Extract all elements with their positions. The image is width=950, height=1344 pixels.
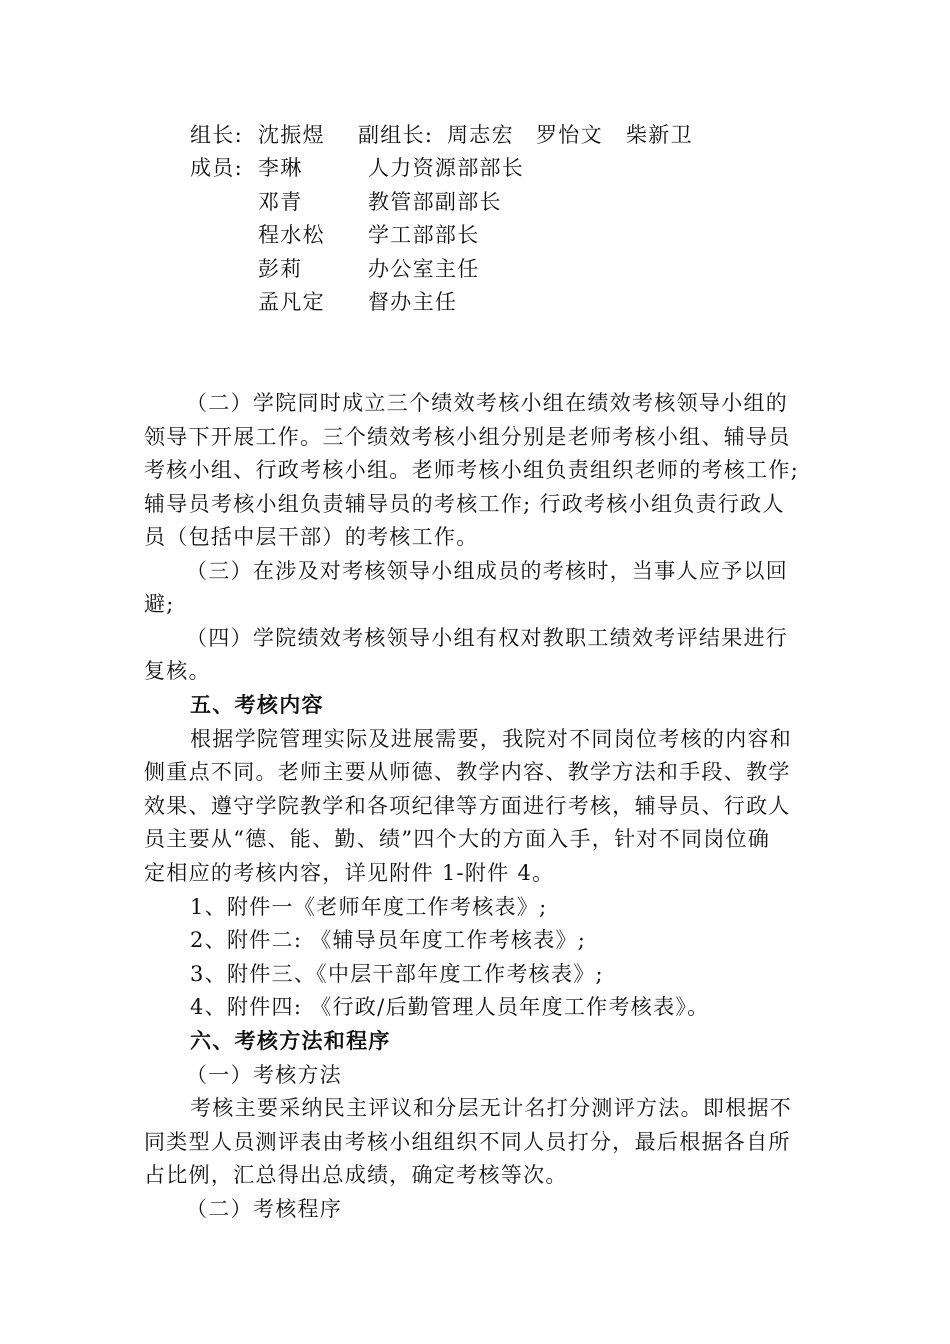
- paragraph-line: 根据学院管理实际及进展需要，我院对不同岗位考核的内容和: [190, 727, 793, 751]
- paragraph-line: 同类型人员测评表由考核小组组织不同人员打分，最后根据各自所: [144, 1130, 791, 1154]
- deputy-name: 罗怡文: [536, 123, 603, 147]
- paragraph-line: 定相应的考核内容，详见附件 1-附件 4。: [144, 861, 555, 885]
- subsection-heading: （二）考核程序: [186, 1197, 343, 1221]
- paragraph-line: 效果、遵守学院教学和各项纪律等方面进行考核，辅导员、行政人: [144, 794, 791, 818]
- member-title: 教管部副部长: [368, 190, 502, 214]
- attachment-item: 1、附件一《老师年度工作考核表》;: [190, 895, 548, 919]
- attachment-item: 3、附件三、《中层干部年度工作考核表》;: [190, 962, 604, 986]
- leader-name: 沈振煜: [258, 123, 325, 147]
- paragraph-line: 领导下开展工作。三个绩效考核小组分别是老师考核小组、辅导员: [144, 425, 791, 449]
- paragraph-line: 侧重点不同。老师主要从师德、教学内容、教学方法和手段、教学: [144, 760, 791, 784]
- members-label: 成员:: [190, 156, 243, 180]
- paragraph-line: （三）在涉及对考核领导小组成员的考核时，当事人应予以回: [186, 559, 789, 583]
- paragraph-line: 员主要从“德、能、勤、绩”四个大的方面入手，针对不同岗位确: [144, 827, 771, 851]
- deputy-name: 柴新卫: [626, 123, 693, 147]
- leader-label: 组长:: [190, 123, 243, 147]
- attachment-item: 2、附件二: 《辅导员年度工作考核表》;: [190, 928, 587, 952]
- paragraph-line: 考核小组、行政考核小组。老师考核小组负责组织老师的考核工作;: [144, 458, 800, 482]
- member-title: 人力资源部部长: [368, 156, 525, 180]
- subsection-heading: （一）考核方法: [186, 1063, 343, 1087]
- paragraph-line: （四）学院绩效考核领导小组有权对教职工绩效考评结果进行: [186, 626, 789, 650]
- paragraph-line: 占比例，汇总得出总成绩，确定考核等次。: [144, 1163, 568, 1187]
- member-name: 彭莉: [258, 257, 303, 281]
- deputy-label: 副组长:: [358, 123, 434, 147]
- member-name: 邓青: [258, 190, 303, 214]
- member-name: 程水松: [258, 223, 325, 247]
- paragraph-line: （二）学院同时成立三个绩效考核小组在绩效考核领导小组的: [186, 391, 789, 415]
- member-name: 孟凡定: [258, 290, 325, 314]
- attachment-item: 4、附件四: 《行政/后勤管理人员年度工作考核表》。: [190, 995, 710, 1019]
- paragraph-line: 避;: [144, 592, 175, 616]
- deputy-name: 周志宏: [447, 123, 514, 147]
- paragraph-line: 考核主要采纳民主评议和分层无计名打分测评方法。即根据不: [190, 1096, 793, 1120]
- member-title: 督办主任: [368, 290, 458, 314]
- paragraph-line: 员（包括中层干部）的考核工作。: [144, 525, 479, 549]
- section-heading: 五、考核内容: [190, 693, 324, 717]
- member-name: 李琳: [258, 156, 303, 180]
- paragraph-line: 辅导员考核小组负责辅导员的考核工作; 行政考核小组负责行政人: [144, 492, 785, 516]
- section-heading: 六、考核方法和程序: [190, 1029, 391, 1053]
- member-title: 办公室主任: [368, 257, 480, 281]
- member-title: 学工部部长: [368, 223, 480, 247]
- paragraph-line: 复核。: [144, 659, 211, 683]
